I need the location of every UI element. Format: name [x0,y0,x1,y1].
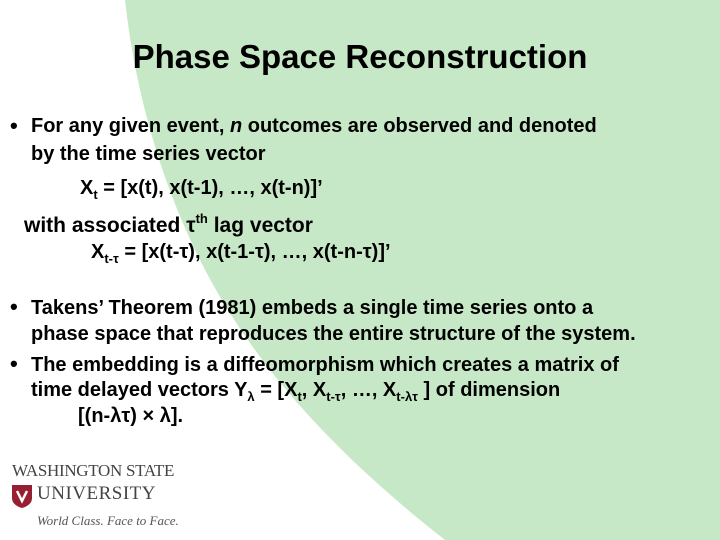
bullet-marker: • [10,351,18,376]
bullet3-line3: [(n-λτ) × λ]. [78,405,184,427]
logo-tagline: World Class. Face to Face. [37,513,179,528]
equation-xt-tau: $X_{t-\tau} = [x(t-\tau)$, x(t-1-τ), …, x(t-n-τ)]’ [91,241,391,266]
logo-line2: UNIVERSITY [37,483,156,504]
wsu-cougar-logo-icon [10,483,34,509]
bullet1-line1: For any given event, n outcomes are observed and denoted [31,115,597,137]
slide-title: Phase Space Reconstruction [132,38,588,75]
bullet2-line1: Takens’ Theorem (1981) embeds a single time series onto a [31,297,594,319]
lag-vector-line: with associated $\tau^{th}$ lag vector [24,211,313,237]
bullet-marker: • [10,294,18,319]
bullet3-line1: The embedding is a diffeomorphism which creates a matrix of [31,354,619,376]
equation-xt: $X_t = [x(t)$, x(t-1), …, x(t-n)]’ [80,177,323,202]
bullet-marker: • [10,113,18,138]
bullet2-line2: phase space that reproduces the entire structure of the system. [31,323,636,345]
bullet1-line2: by the time series vector [31,143,266,165]
logo-line1: WASHINGTON STATE [12,461,175,480]
bullet3-line2: time delayed vectors $Y_\lambda = [X_t$, $X_{t-\tau}$, …, $X_{t-\lambda\tau}$ ] of dimension [31,379,561,404]
